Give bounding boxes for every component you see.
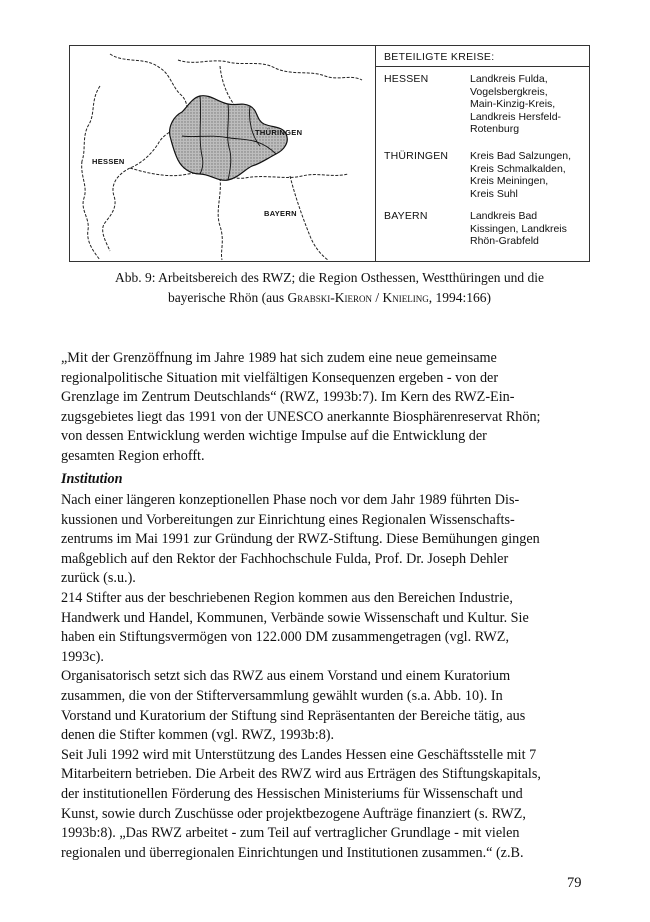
district-line: Kreis Meiningen,	[470, 175, 549, 187]
district-line: Landkreis Fulda,	[470, 73, 548, 85]
text-line: Vorstand und Kuratorium der Stiftung sind Repräsentanten der Bereiche tätig, aus	[61, 707, 526, 724]
map-graphic	[70, 46, 375, 261]
text-line: Organisatorisch setzt sich das RWZ aus einem Vorstand und einem Kuratorium	[61, 668, 511, 685]
hessen-border	[82, 54, 187, 251]
section-heading: Institution	[61, 471, 123, 487]
text-line: 1993b:8). „Das RWZ arbeitet - zum Teil auf vertraglicher Grundlage - mit vielen	[61, 825, 520, 842]
text-line: Handwerk und Handel, Kommunen, Verbände sowie Wissenschaft und Kultur. Sie	[61, 609, 529, 626]
text-line: von dessen Entwicklung werden wichtige Impulse auf die Entwicklung der	[61, 428, 487, 445]
caption-line-2	[69, 288, 590, 308]
text-line: zentrums im Mai 1991 zur Gründung der RWZ-Stiftung. Diese Bemühungen gingen	[61, 531, 540, 548]
text-line: Grenzlage im Zentrum Deutschlands“ (RWZ, 1993b:7). Im Kern des RWZ-Ein-	[61, 389, 515, 406]
text-line: Seit Juli 1992 wird mit Unterstützung des Landes Hessen eine Geschäftsstelle mit 7	[61, 746, 537, 763]
legend-state: HESSEN	[384, 73, 429, 85]
region-map	[70, 46, 376, 261]
figure-box	[69, 45, 590, 262]
caption-line-1: Abb. 9: Arbeitsbereich des RWZ; die Region Osthessen, Westthüringen und die	[114, 270, 545, 285]
legend-districts	[470, 210, 587, 248]
district-line: Kreis Schmalkalden,	[470, 162, 566, 175]
caption-text: bayerische Rhön (aus	[167, 290, 288, 305]
legend-state: BAYERN	[384, 210, 428, 222]
map-label-thueringen: THÜRINGEN	[255, 128, 303, 137]
caption-text: , 1994:166)	[428, 290, 492, 305]
text-line: zugsgebietes liegt das 1991 von der UNESCO anerkannte Biosphärenreservat Rhön;	[61, 408, 541, 425]
text-line: zurück (s.u.).	[61, 570, 136, 587]
caption-author: Knieling	[382, 290, 429, 305]
bayern-border	[130, 168, 348, 260]
text-line: zusammen, die von der Stifterversammlung gewählt wurden (s.a. Abb. 10). In	[61, 687, 503, 704]
text-line: kussionen und Vorbereitungen zur Einrichtung eines Regionalen Wissenschafts-	[61, 511, 515, 528]
text-line: haben ein Stiftungsvermögen von 122.000 DM zusammengetragen (vgl. RWZ,	[61, 629, 510, 646]
legend-row-thueringen	[384, 150, 587, 206]
text-line: denen die Stifter kommen (vgl. RWZ, 1993b:8).	[61, 727, 335, 744]
coast-line	[82, 161, 100, 260]
map-label-bayern: BAYERN	[264, 209, 297, 218]
legend-districts	[470, 73, 587, 136]
text-line: der institutionellen Förderung des Hessischen Ministeriums für Wissenschaft und	[61, 785, 523, 802]
district-line: Kissingen, Landkreis	[470, 222, 567, 235]
caption-author: Grabski-Kieron	[287, 290, 373, 305]
legend-divider	[376, 66, 589, 67]
district-line: Vogelsbergkreis,	[470, 85, 548, 98]
map-label-hessen: HESSEN	[92, 157, 125, 166]
text-line: gesamten Region erhofft.	[61, 447, 205, 464]
section-body	[61, 491, 589, 863]
legend-title: BETEILIGTE KREISE:	[384, 51, 495, 63]
legend-panel	[376, 46, 589, 261]
district-line: Rhön-Grabfeld	[470, 235, 539, 247]
legend-state: THÜRINGEN	[384, 150, 449, 162]
legend-row-bayern	[384, 210, 587, 254]
text-line: regionalen und überregionalen Einrichtungen und Institutionen zusammen.“ (z.B.	[61, 844, 524, 861]
legend-districts	[470, 150, 587, 200]
quote-paragraph	[61, 349, 589, 467]
text-line: 1993c).	[61, 648, 104, 665]
legend-row-hessen	[384, 73, 587, 149]
district-line: Kreis Suhl	[470, 187, 518, 200]
text-line: maßgeblich auf den Rektor der Fachhochschule Fulda, Prof. Dr. Joseph Dehler	[61, 550, 509, 567]
caption-separator: /	[372, 290, 383, 305]
district-line: Landkreis Hersfeld-	[470, 110, 562, 123]
district-line: Kreis Bad Salzungen,	[470, 150, 571, 162]
district-line: Main-Kinzig-Kreis,	[470, 98, 556, 110]
district-line: Landkreis Bad	[470, 210, 538, 222]
text-line: „Mit der Grenzöffnung im Jahre 1989 hat sich zudem eine neue gemeinsame	[61, 350, 497, 366]
text-line: regionalpolitische Situation mit vielfältigen Konsequenzen ergeben - von der	[61, 369, 499, 386]
text-line: Kunst, sowie durch Zuschüsse oder projektbezogene Aufträge finanziert (s. RWZ,	[61, 805, 526, 822]
text-line: Mitarbeitern betrieben. Die Arbeit des RWZ wird aus Erträgen des Stiftungskapitals,	[61, 766, 541, 783]
district-line: Rotenburg	[470, 123, 520, 135]
page-number: 79	[567, 875, 582, 891]
figure-caption	[69, 268, 590, 308]
text-line: 214 Stifter aus der beschriebenen Region kommen aus den Bereichen Industrie,	[61, 589, 513, 606]
text-line: Nach einer längeren konzeptionellen Phase noch vor dem Jahr 1989 führten Dis-	[61, 492, 520, 508]
